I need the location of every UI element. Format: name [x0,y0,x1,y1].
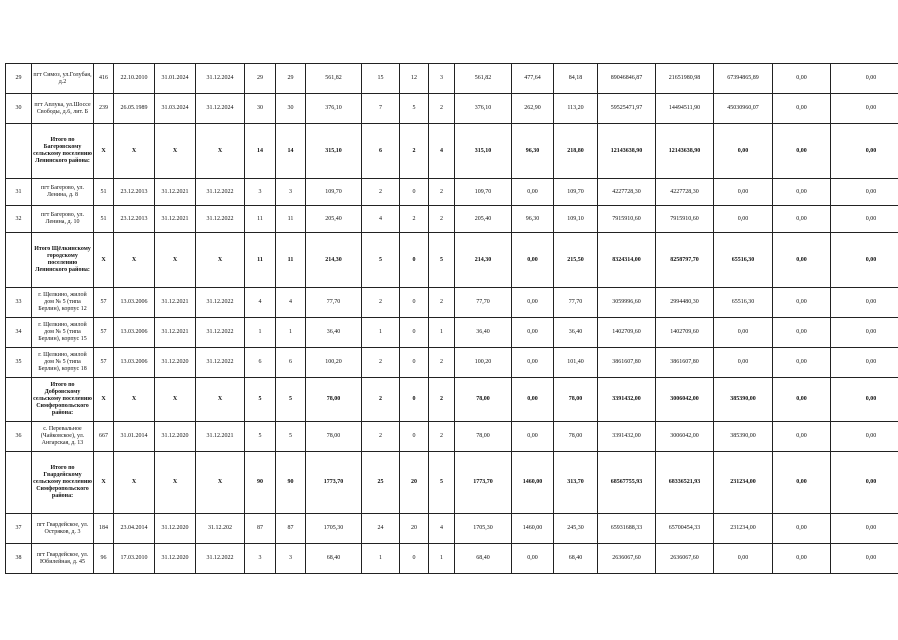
table-cell: 31.12.2024 [196,64,245,94]
table-cell: X [155,378,196,422]
table-cell: 65931688,33 [598,514,656,544]
table-cell: 31.12.202 [196,514,245,544]
table-cell: 0,00 [831,544,898,574]
table-cell: 31.12.2022 [196,318,245,348]
table-cell: 5 [400,94,429,124]
address-cell: пгт Гвардейское, ул. Остряков, д. 3 [32,514,94,544]
table-cell: 65516,30 [714,233,773,288]
table-cell: 78,00 [554,378,598,422]
table-cell: 0,00 [773,544,831,574]
table-cell: 67394865,89 [714,64,773,94]
table-cell: 0,00 [773,124,831,179]
address-cell: пгт Аплука, ул.Шоссе Свободы, д.6, лит. Б [32,94,94,124]
table-cell: 218,80 [554,124,598,179]
table-cell: 0,00 [512,422,554,452]
table-cell: 1 [429,318,455,348]
table-row [6,514,898,544]
table-cell: X [94,233,114,288]
table-cell: 214,30 [306,233,362,288]
table-cell: 57 [94,288,114,318]
row-number-cell: 35 [6,348,32,378]
table-cell: 100,20 [306,348,362,378]
table-cell: 0,00 [831,179,898,206]
address-cell: г. Щелкино, жилой дом № 5 (типа Берлин), корпус 18 [32,348,94,378]
table-cell: 13.03.2006 [114,288,155,318]
table-cell: 561,82 [306,64,362,94]
row-number-cell: 34 [6,318,32,348]
address-cell: с. Перевальное (Чайковское), ул. Ангарская, д. 13 [32,422,94,452]
table-cell: 205,40 [306,206,362,233]
table-row [6,94,898,124]
table-row [6,288,898,318]
table-cell: 0,00 [714,206,773,233]
address-cell: пгт Багерово, ул. Ленина, д. 10 [32,206,94,233]
address-cell: Итого по Добровскому сельскому поселению Симферопольского района: [32,378,94,422]
table-cell: 2 [362,422,400,452]
table-cell: 0,00 [773,422,831,452]
table-cell: 23.12.2013 [114,179,155,206]
table-cell: X [155,452,196,514]
row-number-cell: 31 [6,179,32,206]
table-row [6,348,898,378]
table-cell: 2 [429,422,455,452]
table-cell: 3861607,80 [656,348,714,378]
table-cell: X [155,124,196,179]
table-cell: 12 [400,64,429,94]
table-cell: 0,00 [831,124,898,179]
table-cell: 0,00 [831,378,898,422]
table-cell: 113,20 [554,94,598,124]
table-cell: 7 [362,94,400,124]
table-cell: 2 [429,348,455,378]
table-cell: 4 [429,514,455,544]
table-cell: 1 [362,318,400,348]
table-cell: 1773,70 [306,452,362,514]
table-cell: 0,00 [831,94,898,124]
table-cell: 0,00 [831,64,898,94]
table-cell: 96,30 [512,206,554,233]
table-cell: 0,00 [773,452,831,514]
table-row [6,179,898,206]
address-cell: Итого по Гвардейскому сельскому поселению Симферопольского района: [32,452,94,514]
table-cell: 6 [276,348,306,378]
table-cell: 214,30 [455,233,512,288]
table-cell: 2 [429,288,455,318]
table-cell: 205,40 [455,206,512,233]
table-cell: 5 [245,378,276,422]
table-cell: 12143638,90 [656,124,714,179]
table-cell: 0,00 [831,452,898,514]
table-cell: 21651980,98 [656,64,714,94]
table-cell: 96,30 [512,124,554,179]
table-cell: 14494511,90 [656,94,714,124]
subtotal-row [6,233,898,288]
table-cell: 0 [400,348,429,378]
table-cell: 100,20 [455,348,512,378]
address-cell: Итого по Багеровскому сельскому поселению Ленинского района: [32,124,94,179]
table-cell: X [94,124,114,179]
row-number-cell: 33 [6,288,32,318]
table-cell: 3059996,60 [598,288,656,318]
table-row [6,318,898,348]
table-cell: 1705,30 [306,514,362,544]
table-cell: 385390,00 [714,378,773,422]
table-cell: 30 [245,94,276,124]
table-cell: 1 [276,318,306,348]
table-cell: 1402709,60 [656,318,714,348]
table-cell: 1460,00 [512,514,554,544]
table-cell: X [114,233,155,288]
table-cell: 184 [94,514,114,544]
table-cell: 5 [362,233,400,288]
table-cell: 12143638,90 [598,124,656,179]
table-cell: 3391432,00 [598,378,656,422]
table-cell: 31.12.2022 [196,544,245,574]
table-cell: 0 [400,288,429,318]
table-cell: 6 [245,348,276,378]
table-cell: 109,10 [554,206,598,233]
table-cell: 3861607,80 [598,348,656,378]
table-cell: 3 [276,544,306,574]
table-cell: 315,10 [455,124,512,179]
subtotal-row [6,378,898,422]
table-cell: 24 [362,514,400,544]
table-cell: 31.12.2021 [155,318,196,348]
table-cell: 17.03.2010 [114,544,155,574]
table-cell: 0,00 [773,348,831,378]
table-cell: 0 [400,422,429,452]
table-cell: 84,18 [554,64,598,94]
table-cell: 5 [276,378,306,422]
row-number-cell [6,233,32,288]
row-number-cell: 36 [6,422,32,452]
table-cell: 78,00 [554,422,598,452]
table-cell: 14 [276,124,306,179]
table-cell: 14 [245,124,276,179]
table-cell: 4227728,30 [598,179,656,206]
table-cell: 2 [362,179,400,206]
table-row [6,544,898,574]
table-cell: 25 [362,452,400,514]
table-cell: 1460,00 [512,452,554,514]
table-cell: 4 [245,288,276,318]
table-cell: 262,90 [512,94,554,124]
table-cell: 667 [94,422,114,452]
table-cell: 3391432,00 [598,422,656,452]
table-cell: 0,00 [714,124,773,179]
table-cell: 2 [362,288,400,318]
table-cell: 231234,00 [714,514,773,544]
table-cell: 13.03.2006 [114,348,155,378]
table-cell: 31.12.2021 [155,206,196,233]
table-cell: 2 [429,206,455,233]
table-cell: 376,10 [306,94,362,124]
table-cell: 0 [400,233,429,288]
table-cell: 90 [245,452,276,514]
table-cell: 4227728,30 [656,179,714,206]
table-cell: 31.12.2020 [155,514,196,544]
table-cell: 2 [429,94,455,124]
table-cell: 2636067,60 [656,544,714,574]
table-cell: 23.04.2014 [114,514,155,544]
table-cell: X [114,124,155,179]
table-cell: 0,00 [831,288,898,318]
table-cell: X [94,452,114,514]
table-cell: 68,40 [306,544,362,574]
table-cell: 5 [429,452,455,514]
table-cell: 31.03.2024 [155,94,196,124]
table-cell: 11 [245,233,276,288]
table-cell: 0,00 [773,378,831,422]
row-number-cell: 30 [6,94,32,124]
row-number-cell [6,378,32,422]
table-cell: 0,00 [773,64,831,94]
table-cell: 89046846,87 [598,64,656,94]
table-cell: 36,40 [554,318,598,348]
table-cell: 29 [276,64,306,94]
row-number-cell [6,452,32,514]
table-cell: 0,00 [512,348,554,378]
table-row [6,422,898,452]
table-cell: 96 [94,544,114,574]
table-cell: 0,00 [512,288,554,318]
table-cell: 0,00 [714,544,773,574]
table-cell: 77,70 [306,288,362,318]
table-cell: 0,00 [512,378,554,422]
table-cell: 0,00 [773,206,831,233]
table-cell: 0,00 [831,233,898,288]
table-cell: 13.03.2006 [114,318,155,348]
table-cell: 109,70 [554,179,598,206]
table-row [6,206,898,233]
table-cell: 65700454,33 [656,514,714,544]
table-cell: 245,30 [554,514,598,544]
table-cell: X [196,233,245,288]
table-cell: X [196,124,245,179]
table-cell: X [94,378,114,422]
table-cell: 5 [429,233,455,288]
table-cell: 51 [94,206,114,233]
table-cell: 68336521,93 [656,452,714,514]
table-cell: 0,00 [512,544,554,574]
table-cell: 31.12.2021 [196,422,245,452]
table-cell: 78,00 [306,378,362,422]
table-cell: 87 [276,514,306,544]
table-cell: 0,00 [773,514,831,544]
table-cell: 416 [94,64,114,94]
subtotal-row [6,452,898,514]
table-cell: 0,00 [714,179,773,206]
table-cell: 5 [245,422,276,452]
table-cell: 0 [400,378,429,422]
table-cell: 8258797,70 [656,233,714,288]
table-cell: 101,40 [554,348,598,378]
table-cell: 68567755,93 [598,452,656,514]
table-cell: 23.12.2013 [114,206,155,233]
table-cell: 68,40 [554,544,598,574]
table-cell: 36,40 [455,318,512,348]
table-cell: 0,00 [831,206,898,233]
table-cell: 31.12.2020 [155,348,196,378]
table-cell: 2994480,30 [656,288,714,318]
table-cell: X [155,233,196,288]
table-cell: 239 [94,94,114,124]
table-cell: 2636067,60 [598,544,656,574]
table-cell: 4 [276,288,306,318]
table-cell: 1 [362,544,400,574]
housing-resettlement-table [5,63,898,574]
table-cell: 57 [94,348,114,378]
table-cell: 2 [362,378,400,422]
table-cell: 0,00 [831,348,898,378]
table-cell: 7915910,60 [598,206,656,233]
table-cell: 215,50 [554,233,598,288]
table-cell: 477,64 [512,64,554,94]
table-cell: 6 [362,124,400,179]
table-cell: 31.12.2021 [155,288,196,318]
table-cell: 22.10.2010 [114,64,155,94]
table-cell: 109,70 [306,179,362,206]
table-cell: 1 [245,318,276,348]
table-cell: 4 [429,124,455,179]
address-cell: г. Щелкино, жилой дом № 5 (типа Берлин), корпус 12 [32,288,94,318]
table-cell: 90 [276,452,306,514]
table-cell: 561,82 [455,64,512,94]
table-cell: 0 [400,544,429,574]
table-cell: 3006042,00 [656,422,714,452]
table-cell: 15 [362,64,400,94]
table-cell: 3 [429,64,455,94]
table-cell: 0,00 [773,318,831,348]
table-cell: 0,00 [831,422,898,452]
table-cell: 385390,00 [714,422,773,452]
address-cell: пгт Гвардейское, ул. Юбилейная, д. 45 [32,544,94,574]
table-cell: 0,00 [714,318,773,348]
address-cell: пгт Багерово, ул. Ленина, д. 8 [32,179,94,206]
table-cell: 0,00 [831,318,898,348]
table-cell: 31.12.2022 [196,206,245,233]
table-cell: 0 [400,179,429,206]
table-cell: 7915910,60 [656,206,714,233]
table-cell: 0,00 [773,233,831,288]
table-cell: 1402709,60 [598,318,656,348]
table-cell: 1 [429,544,455,574]
address-cell: пгт Симоз, ул.Голубая, д.2 [32,64,94,94]
table-cell: X [114,452,155,514]
table-cell: 11 [276,233,306,288]
table-cell: 313,70 [554,452,598,514]
table-cell: 2 [400,206,429,233]
table-cell: 315,10 [306,124,362,179]
table-cell: 0,00 [831,514,898,544]
table-cell: 77,70 [455,288,512,318]
table-cell: 3 [245,179,276,206]
table-cell: 87 [245,514,276,544]
table-cell: 0,00 [714,348,773,378]
table-cell: 57 [94,318,114,348]
table-cell: 8324314,00 [598,233,656,288]
table-cell: 0,00 [773,288,831,318]
table-cell: 0,00 [773,179,831,206]
table-cell: 78,00 [455,378,512,422]
table-cell: 29 [245,64,276,94]
table-cell: 3006042,00 [656,378,714,422]
table-cell: 31.12.2022 [196,179,245,206]
table-cell: 36,40 [306,318,362,348]
table-cell: X [196,452,245,514]
table-cell: 51 [94,179,114,206]
table-cell: 2 [429,378,455,422]
table-cell: 1705,30 [455,514,512,544]
row-number-cell: 32 [6,206,32,233]
row-number-cell: 29 [6,64,32,94]
table-cell: 31.12.2022 [196,348,245,378]
table-cell: 30 [276,94,306,124]
table-cell: 11 [245,206,276,233]
table-cell: X [114,378,155,422]
table-cell: 59525471,97 [598,94,656,124]
table-cell: 0,00 [773,94,831,124]
table-cell: 65516,30 [714,288,773,318]
table-cell: 376,10 [455,94,512,124]
table-cell: 31.12.2020 [155,544,196,574]
row-number-cell [6,124,32,179]
table-row [6,64,898,94]
row-number-cell: 38 [6,544,32,574]
table-cell: 3 [245,544,276,574]
table-cell: 11 [276,206,306,233]
table-cell: 0,00 [512,318,554,348]
table-cell: 3 [276,179,306,206]
table-cell: 31.01.2014 [114,422,155,452]
subtotal-row [6,124,898,179]
table-cell: 20 [400,514,429,544]
table-cell: 26.05.1989 [114,94,155,124]
address-cell: г. Щелкино, жилой дом № 5 (типа Берлин), корпус 15 [32,318,94,348]
table-cell: 5 [276,422,306,452]
table-cell: 45030960,07 [714,94,773,124]
table-cell: 31.12.2024 [196,94,245,124]
table-cell: 31.12.2020 [155,422,196,452]
table-cell: 78,00 [455,422,512,452]
table-cell: 31.01.2024 [155,64,196,94]
table-cell: X [196,378,245,422]
table-cell: 2 [429,179,455,206]
table-cell: 31.12.2021 [155,179,196,206]
address-cell: Итого Щёлкинскому городскому поселению Ленинского района: [32,233,94,288]
table-cell: 31.12.2022 [196,288,245,318]
table-cell: 78,00 [306,422,362,452]
table-cell: 68,40 [455,544,512,574]
row-number-cell: 37 [6,514,32,544]
table-cell: 1773,70 [455,452,512,514]
table-cell: 0,00 [512,233,554,288]
table-cell: 20 [400,452,429,514]
table-cell: 231234,00 [714,452,773,514]
table-cell: 0,00 [512,179,554,206]
table-cell: 109,70 [455,179,512,206]
table-cell: 77,70 [554,288,598,318]
table-cell: 4 [362,206,400,233]
table-cell: 2 [362,348,400,378]
table-cell: 0 [400,318,429,348]
table-cell: 2 [400,124,429,179]
